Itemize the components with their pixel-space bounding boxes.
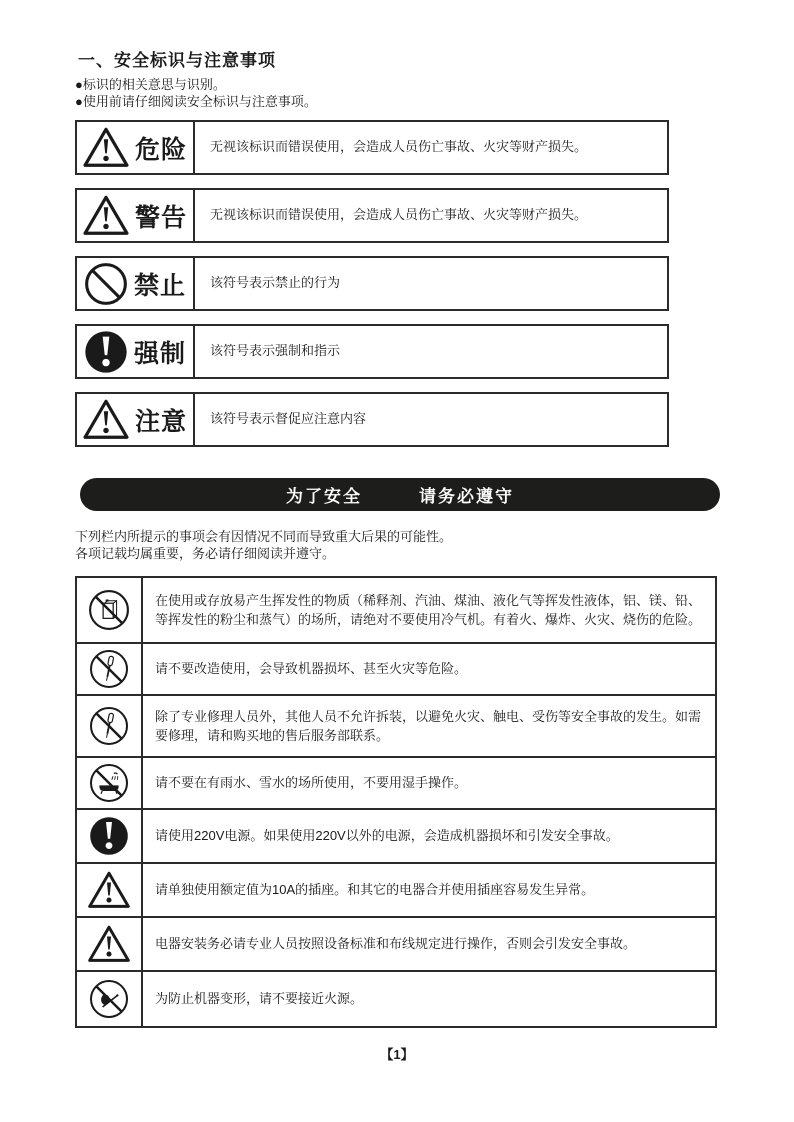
legend-symbol-cell: [77, 190, 195, 241]
bullet-item: ●标识的相关意思与识别。: [75, 77, 226, 92]
legend-label: 注意: [134, 407, 187, 436]
instruction-text: 请单独使用额定值为10A的插座。和其它的电器合并使用插座容易发生异常。: [155, 882, 595, 898]
no-modification-icon: [89, 649, 129, 689]
legend-description: 该符号表示强制和指示: [210, 343, 341, 359]
safety-instructions-table: [75, 576, 717, 1028]
legend-box-mandatory: [75, 324, 669, 379]
safety-banner: [80, 478, 720, 511]
legend-label: 警告: [134, 203, 187, 232]
legend-label: 禁止: [133, 271, 186, 300]
legend-symbol-cell: [77, 394, 195, 445]
table-row: [77, 916, 715, 970]
warning-triangle-icon: [88, 925, 130, 963]
intro-line: 各项记载均属重要，务必请仔细阅读并遵守。: [75, 545, 336, 561]
table-row: [77, 756, 715, 808]
table-row: [77, 808, 715, 862]
table-row: [77, 970, 715, 1026]
legend-description: 无视该标识而错误使用，会造成人员伤亡事故、火灾等财产损失。: [210, 207, 588, 223]
intro-line: 下列栏内所提示的事项会有因情况不同而导致重大后果的可能性。: [75, 529, 453, 544]
safety-banner-text: 为了安全 请务必遵守: [286, 487, 514, 506]
icon-cell: [77, 696, 143, 756]
icon-cell: [77, 864, 143, 916]
warning-triangle-icon: [88, 871, 130, 909]
icon-cell: [77, 578, 143, 642]
no-fire-icon: [89, 979, 129, 1019]
legend-description: 该符号表示督促应注意内容: [210, 411, 367, 427]
legend-label: 强制: [133, 339, 186, 368]
instruction-text: 除了专业修理人员外，其他人员不允许拆装，以避免火灾、触电、受伤等安全事故的发生。如需要修理，请和购买地的售后服务部联系。: [155, 708, 702, 743]
instruction-text: 为防止机器变形，请不要接近火源。: [155, 991, 364, 1007]
table-row: [77, 862, 715, 916]
table-row: [77, 642, 715, 694]
icon-cell: [77, 758, 143, 808]
legend-label: 危险: [134, 135, 187, 164]
icon-cell: [77, 972, 143, 1026]
page-title: 一、安全标识与注意事项: [78, 51, 276, 70]
legend-box-caution: [75, 392, 669, 447]
table-row: [77, 578, 715, 642]
legend-symbol-cell: [77, 122, 195, 173]
icon-cell: [77, 918, 143, 970]
signal-word-legend: [75, 120, 669, 460]
intro-paragraph: [75, 529, 452, 562]
instruction-text: 请不要在有雨水、雪水的场所使用，不要用湿手操作。: [155, 775, 468, 791]
warning-triangle-icon: [83, 195, 129, 236]
warning-triangle-icon: [83, 399, 129, 440]
legend-box-prohibition: [75, 256, 669, 311]
prohibition-icon: [84, 262, 128, 306]
page-number: 【1】: [380, 1047, 414, 1062]
mandatory-icon: [89, 816, 129, 856]
instruction-text: 电器安装务必请专业人员按照设备标准和布线规定进行操作，否则会引发安全事故。: [155, 936, 637, 952]
legend-symbol-cell: [77, 326, 195, 377]
no-disassembly-icon: [89, 706, 129, 746]
instruction-text: 请使用220V电源。如果使用220V以外的电源，会造成机器损坏和引发安全事故。: [155, 828, 619, 844]
no-wet-hands-icon: [89, 763, 129, 803]
mandatory-icon: [84, 330, 128, 374]
table-row: [77, 694, 715, 756]
intro-bullets: [75, 76, 317, 110]
legend-box-danger: [75, 120, 669, 175]
legend-symbol-cell: [77, 258, 195, 309]
bullet-item: ●使用前请仔细阅读安全标识与注意事项。: [75, 94, 317, 109]
instruction-text: 在使用或存放易产生挥发性的物质（稀释剂、汽油、煤油、液化气等挥发性液体，铝、镁、铅、等挥发性的粉尘和蒸气）的场所，请绝对不要使用冷气机。有着火、爆炸、火灾、烧伤的危险。: [155, 592, 702, 627]
no-flammables-icon: [88, 589, 130, 631]
icon-cell: [77, 810, 143, 862]
legend-description: 该符号表示禁止的行为: [210, 275, 341, 291]
legend-box-warning: [75, 188, 669, 243]
instruction-text: 请不要改造使用，会导致机器损坏、甚至火灾等危险。: [155, 661, 468, 677]
icon-cell: [77, 644, 143, 694]
warning-triangle-icon: [83, 127, 129, 168]
legend-description: 无视该标识而错误使用，会造成人员伤亡事故、火灾等财产损失。: [210, 139, 588, 155]
